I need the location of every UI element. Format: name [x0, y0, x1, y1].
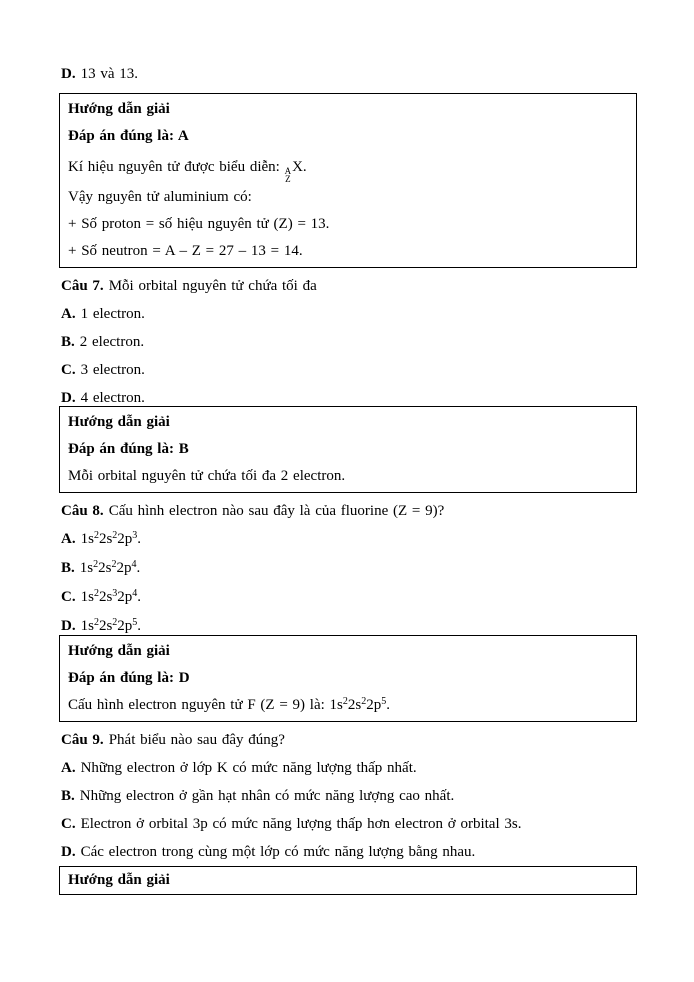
option-text: 2 electron. — [79, 334, 145, 350]
option-label: A. — [61, 760, 76, 776]
explanation-line: Mỗi orbital nguyên tử chứa tối đa 2 electron. — [68, 468, 346, 484]
solution-header: Hướng dẫn giải — [68, 101, 170, 117]
question-9-title — [59, 726, 637, 754]
question-text: Phát biểu nào sau đây đúng? — [108, 732, 285, 748]
option-text: $1s^22s^22p^4$. — [79, 559, 141, 576]
solution-header: Hướng dẫn giải — [68, 872, 170, 888]
option-label: A. — [61, 306, 76, 322]
option-line-q8-b — [59, 554, 637, 583]
option-label: B. — [61, 560, 75, 576]
option-text: 3 electron. — [80, 362, 145, 378]
solution-box-q7 — [59, 406, 637, 493]
option-text: $1s^22s^22p^5$. — [80, 617, 142, 634]
option-line-q8-a — [59, 525, 637, 554]
explanation-line: Cấu hình electron nguyên tử F (Z = 9) là: $1s^22s^22p^5$. — [68, 696, 390, 713]
solution-box-q9 — [59, 866, 637, 895]
document-page — [59, 60, 637, 895]
option-label: C. — [61, 362, 76, 378]
question-text: Cấu hình electron nào sau đây là của fluorine (Z = 9)? — [108, 503, 445, 519]
explanation-line: Vậy nguyên tử aluminium có: — [68, 189, 252, 205]
option-label: A. — [61, 531, 76, 547]
answer-line: Đáp án đúng là: D — [68, 670, 190, 686]
option-text: $1s^22s^22p^3$. — [80, 530, 142, 547]
option-label: D. — [61, 618, 76, 634]
question-number: Câu 8. — [61, 503, 104, 519]
option-text: 1 electron. — [80, 306, 145, 322]
question-8-title — [59, 497, 637, 525]
option-line-q7-b — [59, 328, 637, 356]
option-text: Các electron trong cùng một lớp có mức năng lượng bằng nhau. — [80, 844, 476, 860]
option-label: C. — [61, 816, 76, 832]
nuclide-notation: A Z — [284, 166, 292, 184]
option-text: Những electron ở gần hạt nhân có mức năng lượng cao nhất. — [79, 788, 455, 804]
question-7-options — [59, 300, 637, 412]
explanation-line-neutron: + Số neutron = A – Z = 27 – 13 = 14. — [68, 243, 303, 259]
question-9-options — [59, 754, 637, 866]
option-label: D. — [61, 390, 76, 406]
solution-header: Hướng dẫn giải — [68, 643, 170, 659]
option-text: Electron ở orbital 3p có mức năng lượng thấp hơn electron ở orbital 3s. — [80, 816, 522, 832]
option-line-q9-d — [59, 838, 637, 866]
option-label: D. — [61, 844, 76, 860]
explanation-symbol-line: Kí hiệu nguyên tử được biểu diễn: A Z X. — [68, 159, 307, 184]
explanation-line-proton: + Số proton = số hiệu nguyên tử (Z) = 13. — [68, 216, 330, 232]
option-line-q6-d — [59, 60, 637, 88]
option-text: Những electron ở lớp K có mức năng lượng thấp nhất. — [80, 760, 417, 776]
option-line-q9-b — [59, 782, 637, 810]
answer-line: Đáp án đúng là: A — [68, 128, 189, 144]
question-8-options — [59, 525, 637, 641]
question-7-title — [59, 272, 637, 300]
option-label: B. — [61, 788, 75, 804]
option-text: 13 và 13. — [80, 66, 139, 82]
solution-header: Hướng dẫn giải — [68, 414, 170, 430]
option-line-q9-a — [59, 754, 637, 782]
option-text: $1s^22s^32p^4$. — [80, 588, 142, 605]
option-line-q8-c — [59, 583, 637, 612]
option-label: C. — [61, 589, 76, 605]
option-label: B. — [61, 334, 75, 350]
solution-box-q6 — [59, 93, 637, 268]
question-text: Mỗi orbital nguyên tử chứa tối đa — [108, 278, 317, 294]
option-text: 4 electron. — [80, 390, 145, 406]
question-number: Câu 9. — [61, 732, 104, 748]
option-line-q7-a — [59, 300, 637, 328]
answer-line: Đáp án đúng là: B — [68, 441, 189, 457]
option-line-q9-c — [59, 810, 637, 838]
solution-box-q8 — [59, 635, 637, 722]
option-label: D. — [61, 66, 76, 82]
option-line-q7-c — [59, 356, 637, 384]
question-number: Câu 7. — [61, 278, 104, 294]
